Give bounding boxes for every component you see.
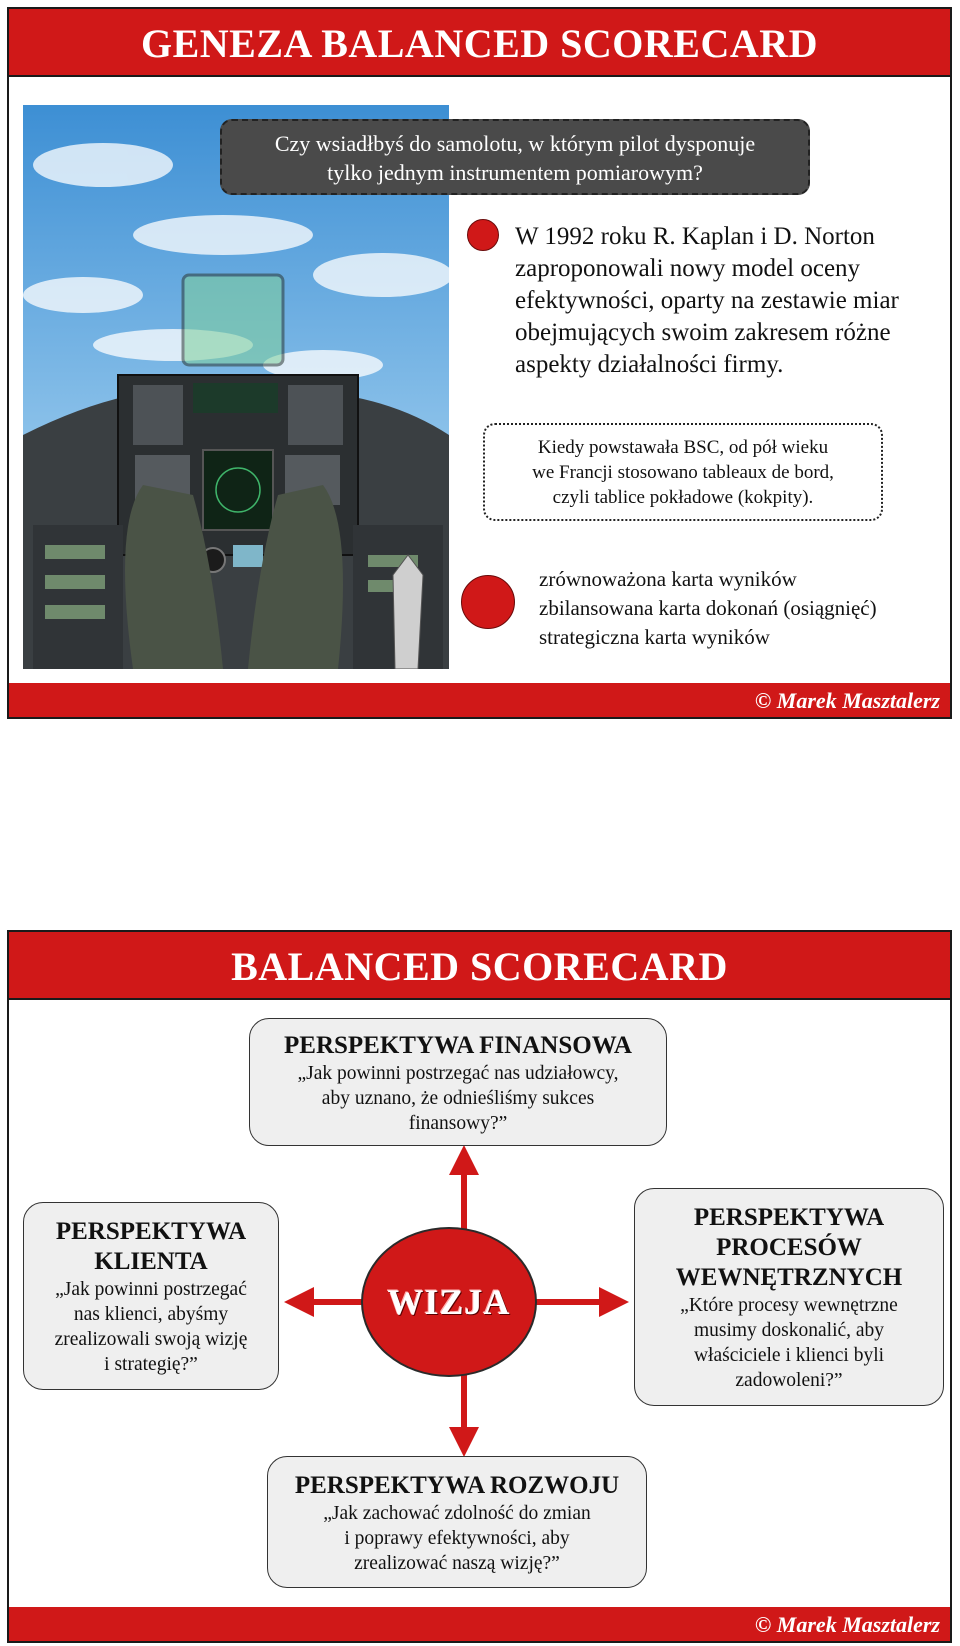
perspective-question: aby uznano, że odnieśliśmy sukces bbox=[321, 1088, 595, 1109]
perspective-question: zrealizowali swoją wizję bbox=[54, 1329, 248, 1350]
perspective-title: KLIENTA bbox=[94, 1248, 208, 1275]
bullet-dot bbox=[467, 219, 499, 251]
question-box bbox=[220, 119, 810, 195]
financial-perspective-box bbox=[249, 1018, 667, 1146]
paragraph-line: zaproponowali nowy model oceny bbox=[515, 255, 861, 282]
slide-genesis bbox=[7, 7, 952, 719]
translation-item: zrównoważona karta wyników bbox=[539, 567, 797, 591]
growth-perspective-box bbox=[267, 1456, 647, 1588]
question-line: tylko jednym instrumentem pomiarowym? bbox=[327, 160, 703, 185]
perspective-question: „Które procesy wewnętrzne bbox=[680, 1295, 898, 1316]
question-line: Czy wsiadłbyś do samolotu, w którym pilot dysponuje bbox=[274, 131, 756, 156]
footer-copyright: © Marek Masztalerz bbox=[9, 1607, 950, 1641]
perspective-title: PERSPEKTYWA FINANSOWA bbox=[284, 1032, 632, 1059]
internal-process-perspective-box bbox=[634, 1188, 944, 1406]
slide-title: BALANCED SCORECARD bbox=[9, 932, 950, 1000]
note-line: Kiedy powstawała BSC, od pół wieku bbox=[537, 437, 829, 458]
translations-list bbox=[539, 565, 877, 652]
perspective-title: PERSPEKTYWA bbox=[55, 1218, 247, 1245]
perspective-title: PERSPEKTYWA ROZWOJU bbox=[294, 1472, 620, 1499]
perspective-question: finansowy?” bbox=[408, 1113, 508, 1134]
customer-perspective-box bbox=[23, 1202, 279, 1390]
perspective-question: i poprawy efektywności, aby bbox=[344, 1528, 570, 1549]
history-paragraph bbox=[515, 221, 952, 381]
vision-circle: WIZJA bbox=[361, 1227, 537, 1377]
paragraph-line: efektywności, oparty na zestawie miar bbox=[515, 287, 899, 314]
translation-item: strategiczna karta wyników bbox=[539, 625, 770, 649]
paragraph-line: W 1992 roku R. Kaplan i D. Norton bbox=[515, 223, 875, 250]
perspective-question: „Jak powinni postrzegać bbox=[55, 1279, 247, 1300]
footer-copyright: © Marek Masztalerz bbox=[9, 683, 950, 717]
translation-item: zbilansowana karta dokonań (osiągnięć) bbox=[539, 596, 877, 620]
paragraph-line: aspekty działalności firmy. bbox=[515, 351, 784, 378]
slide-title: GENEZA BALANCED SCORECARD bbox=[9, 9, 950, 77]
slide-balanced-scorecard bbox=[7, 930, 952, 1643]
perspective-question: „Jak powinni postrzegać nas udziałowcy, bbox=[297, 1063, 619, 1084]
perspective-question: musimy doskonalić, aby bbox=[693, 1320, 885, 1341]
bullet-dot bbox=[461, 575, 515, 629]
perspective-question: zrealizować naszą wizję?” bbox=[354, 1553, 560, 1574]
note-box bbox=[483, 423, 883, 521]
perspective-question: nas klienci, abyśmy bbox=[73, 1304, 229, 1325]
note-line: czyli tablice pokładowe (kokpity). bbox=[552, 487, 814, 508]
perspective-question: i strategię?” bbox=[104, 1354, 198, 1375]
perspective-question: „Jak zachować zdolność do zmian bbox=[323, 1503, 591, 1524]
perspective-question: zadowoleni?” bbox=[735, 1370, 843, 1391]
perspective-title: PERSPEKTYWA bbox=[693, 1204, 885, 1231]
paragraph-line: obejmujących swoim zakresem różne bbox=[515, 319, 891, 346]
perspective-title: WEWNĘTRZNYCH bbox=[675, 1264, 903, 1291]
perspective-question: właściciele i klienci byli bbox=[693, 1345, 885, 1366]
perspective-title: PROCESÓW bbox=[716, 1234, 862, 1261]
note-line: we Francji stosowano tableaux de bord, bbox=[532, 462, 834, 483]
